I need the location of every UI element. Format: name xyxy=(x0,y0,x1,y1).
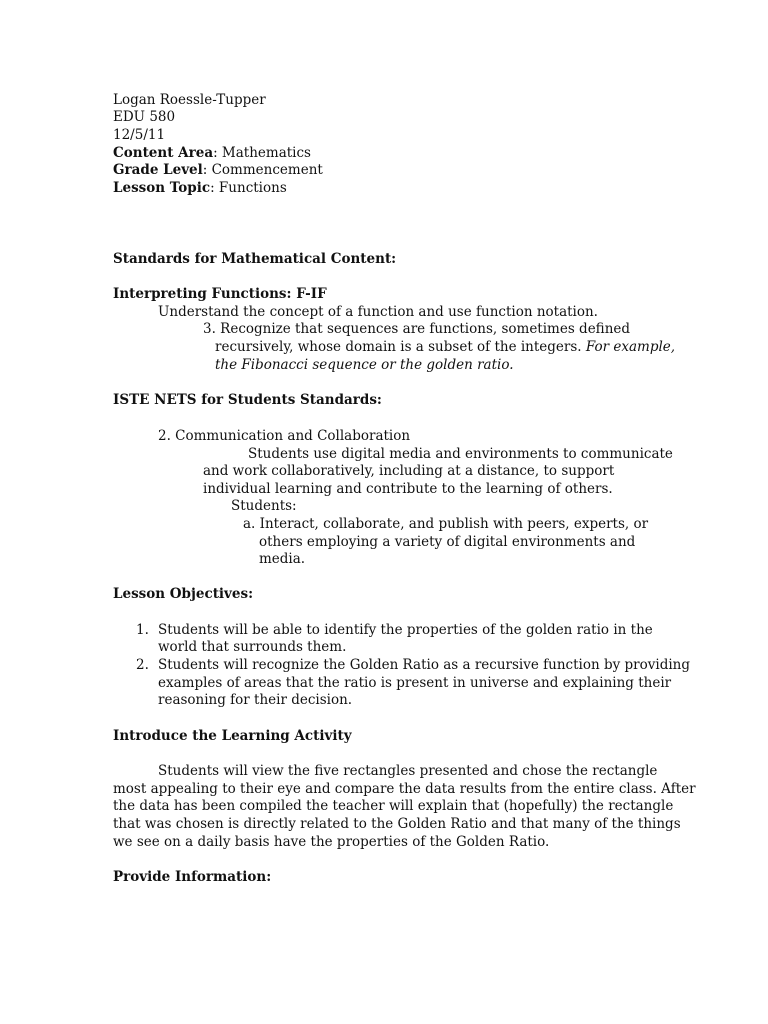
iste-students-label: Students: xyxy=(231,498,297,514)
iste-sub-a-line-2: others employing a variety of digital environments and xyxy=(259,534,636,550)
lesson-topic-label: Lesson Topic xyxy=(113,180,211,196)
content-area-label: Content Area xyxy=(113,145,214,161)
iste-desc-line-2: and work collaboratively, including at a distance, to support xyxy=(203,463,615,479)
iste-heading: ISTE NETS for Students Standards: xyxy=(113,392,382,408)
iste-desc-line-1: Students use digital media and environments to communicate xyxy=(248,446,673,462)
grade-level-label: Grade Level xyxy=(113,162,203,178)
objective-2-line-3: reasoning for their decision. xyxy=(158,692,353,708)
activity-paragraph-line-3: the data has been compiled the teacher will explain that (hopefully) the rectangle xyxy=(113,798,674,814)
interpreting-functions-heading: Interpreting Functions: F-IF xyxy=(113,286,327,302)
activity-paragraph-line-1: Students will view the five rectangles presented and chose the rectangle xyxy=(158,763,658,779)
iste-sub-a-line-3: media. xyxy=(259,551,306,567)
grade-level-value: : Commencement xyxy=(202,162,323,178)
grade-level xyxy=(113,161,323,179)
standards-item-3-line-2-text: recursively, whose domain is a subset of the integers. xyxy=(215,339,586,355)
objectives-heading: Lesson Objectives: xyxy=(113,586,254,602)
activity-paragraph-line-4: that was chosen is directly related to the Golden Ratio and that many of the things xyxy=(113,816,681,832)
provide-information-heading: Provide Information: xyxy=(113,869,272,885)
author-name: Logan Roessle-Tupper xyxy=(113,92,266,108)
lesson-topic xyxy=(113,179,287,197)
content-area-value: : Mathematics xyxy=(213,145,311,161)
course-code: EDU 580 xyxy=(113,109,176,125)
iste-desc-line-3: individual learning and contribute to the learning of others. xyxy=(203,481,613,497)
iste-sub-a-line-1: a. Interact, collaborate, and publish with peers, experts, or xyxy=(243,516,649,532)
objective-1-line-1: Students will be able to identify the properties of the golden ratio in the xyxy=(158,622,653,638)
activity-paragraph-line-5: we see on a daily basis have the properties of the Golden Ratio. xyxy=(113,834,550,850)
objective-1-number: 1. xyxy=(136,622,149,638)
objective-1-line-2: world that surrounds them. xyxy=(158,639,347,655)
lesson-topic-value: : Functions xyxy=(210,180,287,196)
standards-item-3-line-2 xyxy=(215,338,675,356)
standards-item-3-line-3: the Fibonacci sequence or the golden ratio. xyxy=(215,357,514,373)
iste-item-2: 2. Communication and Collaboration xyxy=(158,428,411,444)
document-date: 12/5/11 xyxy=(113,127,166,143)
objective-2-line-2: examples of areas that the ratio is present in universe and explaining their xyxy=(158,675,672,691)
standards-item-3-example: For example, xyxy=(585,339,676,355)
objective-2-line-1: Students will recognize the Golden Ratio as a recursive function by providing xyxy=(158,657,690,673)
standards-item-3-line-1: 3. Recognize that sequences are functions, sometimes defined xyxy=(203,321,631,337)
standards-line-1: Understand the concept of a function and use function notation. xyxy=(158,304,598,320)
activity-heading: Introduce the Learning Activity xyxy=(113,728,352,744)
standards-heading: Standards for Mathematical Content: xyxy=(113,251,397,267)
content-area xyxy=(113,144,311,162)
activity-paragraph-line-2: most appealing to their eye and compare the data results from the entire class. After xyxy=(113,781,696,797)
objective-2-number: 2. xyxy=(136,657,149,673)
